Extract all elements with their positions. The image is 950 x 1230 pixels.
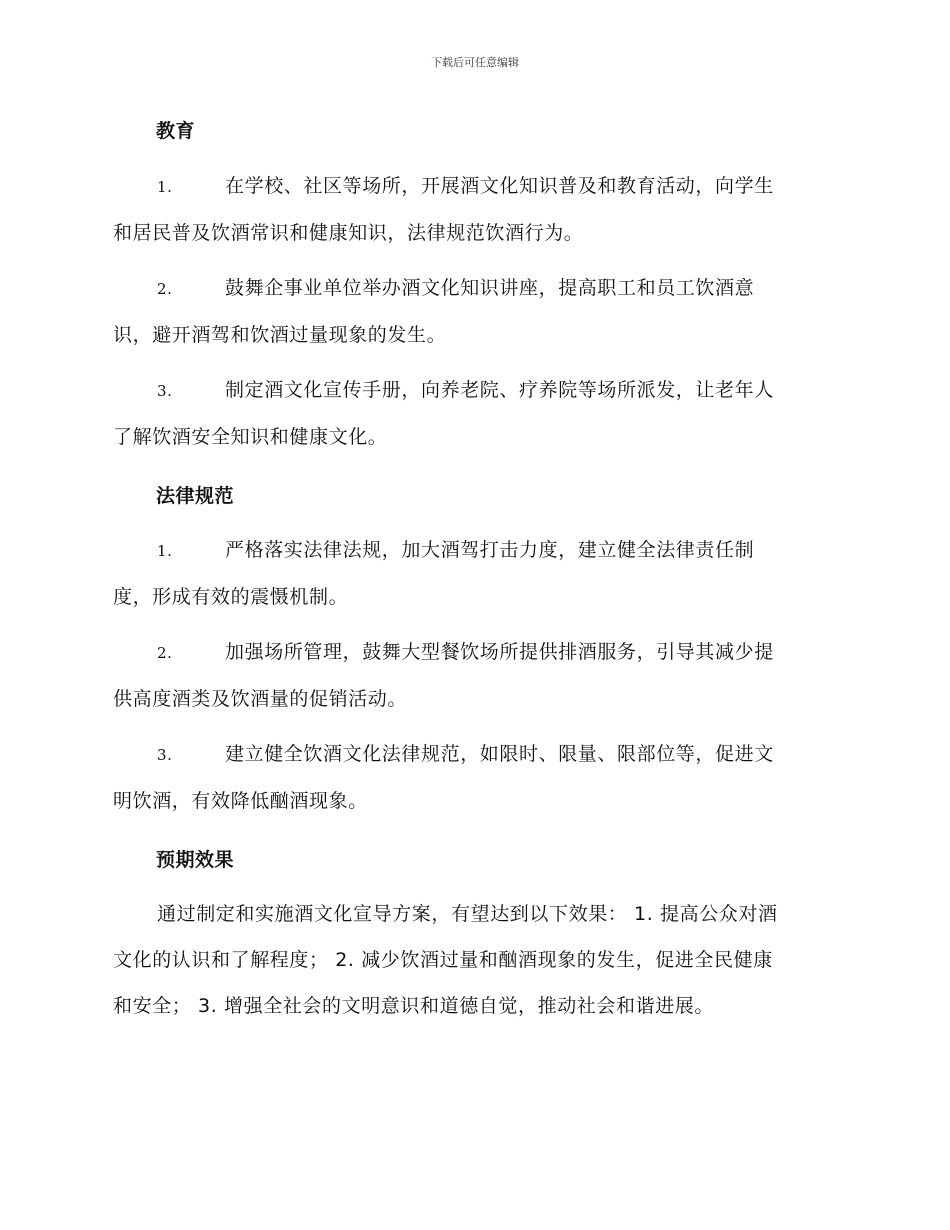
section-heading-education: 教育 bbox=[156, 120, 196, 142]
item-number: 3. bbox=[157, 382, 173, 400]
list-item bbox=[113, 265, 837, 358]
item-number: 1. bbox=[157, 542, 173, 560]
item-text-line2: 供高度酒类及饮酒量的促销活动。 bbox=[113, 688, 408, 710]
list-item bbox=[113, 527, 837, 620]
item-text-line1: 加强场所管理，鼓舞大型餐饮场所提供排酒服务，引导其减少提 bbox=[225, 641, 774, 663]
item-text-line2: 了解饮酒安全知识和健康文化。 bbox=[113, 426, 388, 448]
paragraph-line1: 通过制定和实施酒文化宣导方案，有望达到以下效果： 1. 提高公众对酒 bbox=[157, 903, 778, 925]
list-item bbox=[113, 163, 837, 256]
item-text-line2: 和居民普及饮酒常识和健康知识，法律规范饮酒行为。 bbox=[113, 222, 584, 244]
paragraph-line2: 文化的认识和了解程度； 2. 减少饮酒过量和酗酒现象的发生，促进全民健康 bbox=[113, 949, 773, 971]
section-heading-expected-effects: 预期效果 bbox=[156, 849, 235, 871]
item-number: 2. bbox=[157, 280, 173, 298]
list-item bbox=[113, 367, 837, 460]
item-text-line1: 建立健全饮酒文化法律规范，如限时、限量、限部位等，促进文 bbox=[225, 743, 774, 765]
list-item bbox=[113, 731, 837, 824]
item-text-line1: 严格落实法律法规，加大酒驾打击力度，建立健全法律责任制 bbox=[225, 539, 755, 561]
list-item bbox=[113, 629, 837, 722]
section-heading-legal: 法律规范 bbox=[156, 485, 235, 507]
item-text-line2: 识，避开酒驾和饮酒过量现象的发生。 bbox=[113, 324, 447, 346]
page-header: 下载后可任意编辑 bbox=[431, 56, 519, 69]
item-text-line2: 度，形成有效的震慑机制。 bbox=[113, 586, 349, 608]
summary-paragraph bbox=[113, 891, 837, 1029]
item-number: 2. bbox=[157, 644, 173, 662]
item-text-line2: 明饮酒，有效降低酗酒现象。 bbox=[113, 790, 368, 812]
item-text-line1: 制定酒文化宣传手册，向养老院、疗养院等场所派发，让老年人 bbox=[225, 379, 774, 401]
item-number: 3. bbox=[157, 746, 173, 764]
item-text-line1: 鼓舞企事业单位举办酒文化知识讲座，提高职工和员工饮酒意 bbox=[225, 277, 755, 299]
paragraph-line3: 和安全； 3. 增强全社会的文明意识和道德自觉，推动社会和谐进展。 bbox=[113, 995, 715, 1017]
item-number: 1. bbox=[157, 178, 173, 196]
item-text-line1: 在学校、社区等场所，开展酒文化知识普及和教育活动，向学生 bbox=[225, 175, 774, 197]
